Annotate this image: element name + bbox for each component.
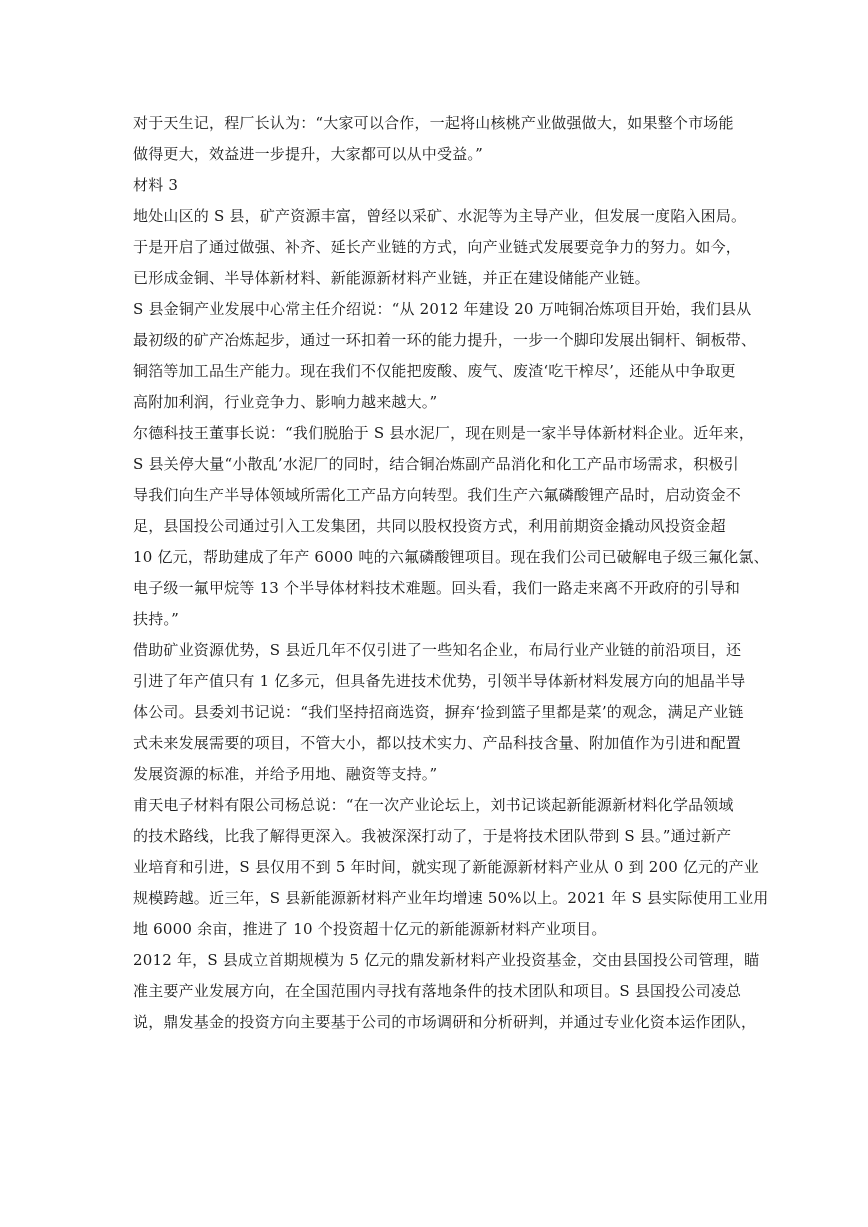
- text-line: 尔德科技王董事长说：“我们脱胎于 S 县水泥厂，现在则是一家半导体新材料企业。近年来，: [133, 424, 755, 442]
- text-line: 电子级一氟甲烷等 13 个半导体材料技术难题。回头看，我们一路走来离不开政府的引导和: [133, 579, 741, 597]
- text-line: 说，鼎发基金的投资方向主要基于公司的市场调研和分析研判，并通过专业化资本运作团队，: [133, 1013, 757, 1031]
- text-line: 体公司。县委刘书记说：“我们坚持招商选资，摒弃‘捡到篮子里都是菜’的观念，满足产业链: [133, 703, 744, 721]
- text-line: 业培育和引进，S 县仅用不到 5 年时间，就实现了新能源新材料产业从 0 到 200 亿元的产业: [133, 858, 759, 876]
- text-line: 10 亿元，帮助建成了年产 6000 吨的六氟磷酸锂项目。现在我们公司已破解电子级三氟化氯、: [133, 548, 769, 566]
- document-body: [133, 108, 773, 1038]
- text-line: 发展资源的标准，并给予用地、融资等支持。”: [133, 765, 438, 783]
- text-line: 做得更大，效益进一步提升，大家都可以从中受益。”: [133, 145, 483, 163]
- text-line: 引进了年产值只有 1 亿多元，但具备先进技术优势，引领半导体新材料发展方向的旭晶半导: [133, 672, 746, 690]
- text-line: 地 6000 余亩，推进了 10 个投资超十亿元的新能源新材料产业项目。: [133, 920, 607, 938]
- text-line: 的技术路线，比我了解得更深入。我被深深打动了，于是将技术团队带到 S 县。”通过新产: [133, 827, 732, 845]
- text-line: 扶持。”: [133, 610, 179, 628]
- section-heading: 材料 3: [133, 176, 179, 194]
- text-line: 甫天电子材料有限公司杨总说：“在一次产业论坛上，刘书记谈起新能源新材料化学品领域: [133, 796, 734, 814]
- text-line: 2012 年，S 县成立首期规模为 5 亿元的鼎发新材料产业投资基金，交由县国投公司管理，瞄: [133, 951, 760, 969]
- text-line: 地处山区的 S 县，矿产资源丰富，曾经以采矿、水泥等为主导产业，但发展一度陷入困局。: [133, 207, 747, 225]
- text-line: 式未来发展需要的项目，不管大小，都以技术实力、产品科技含量、附加值作为引进和配置: [133, 734, 742, 752]
- text-line: 已形成金铜、半导体新材料、新能源新材料产业链，并正在建设储能产业链。: [133, 269, 650, 287]
- text-line: S 县关停大量“小散乱’水泥厂的同时，结合铜冶炼副产品消化和化工产品市场需求，积极引: [133, 455, 739, 473]
- text-line: 对于天生记，程厂长认为：“大家可以合作，一起将山核桃产业做强做大，如果整个市场能: [133, 114, 734, 132]
- text-line: 借助矿业资源优势，S 县近几年不仅引进了一些知名企业，布局行业产业链的前沿项目，还: [133, 641, 742, 659]
- text-line: 导我们向生产半导体领域所需化工产品方向转型。我们生产六氟磷酸锂产品时，启动资金不: [133, 486, 742, 504]
- text-line: 准主要产业发展方向，在全国范围内寻找有落地条件的技术团队和项目。S 县国投公司凌总: [133, 982, 742, 1000]
- text-line: 铜箔等加工品生产能力。现在我们不仅能把废酸、废气、废渣‘吃干榨尽’，还能从中争取更: [133, 362, 736, 380]
- text-line: 高附加利润，行业竞争力、影响力越来越大。”: [133, 393, 438, 411]
- text-line: S 县金铜产业发展中心常主任介绍说：“从 2012 年建设 20 万吨铜冶炼项目开始，我们县从: [133, 300, 752, 318]
- text-line: 最初级的矿产冶炼起步，通过一环扣着一环的能力提升，一步一个脚印发展出铜杆、铜板带、: [133, 331, 757, 349]
- text-line: 规模跨越。近三年，S 县新能源新材料产业年均增速 50%以上。2021 年 S 县实际使用工业用: [133, 889, 769, 907]
- text-line: 足，县国投公司通过引入工发集团，共同以股权投资方式，利用前期资金撬动风投资金超: [133, 517, 726, 535]
- text-line: 于是开启了通过做强、补齐、延长产业链的方式，向产业链式发展要竞争力的努力。如今，: [133, 238, 742, 256]
